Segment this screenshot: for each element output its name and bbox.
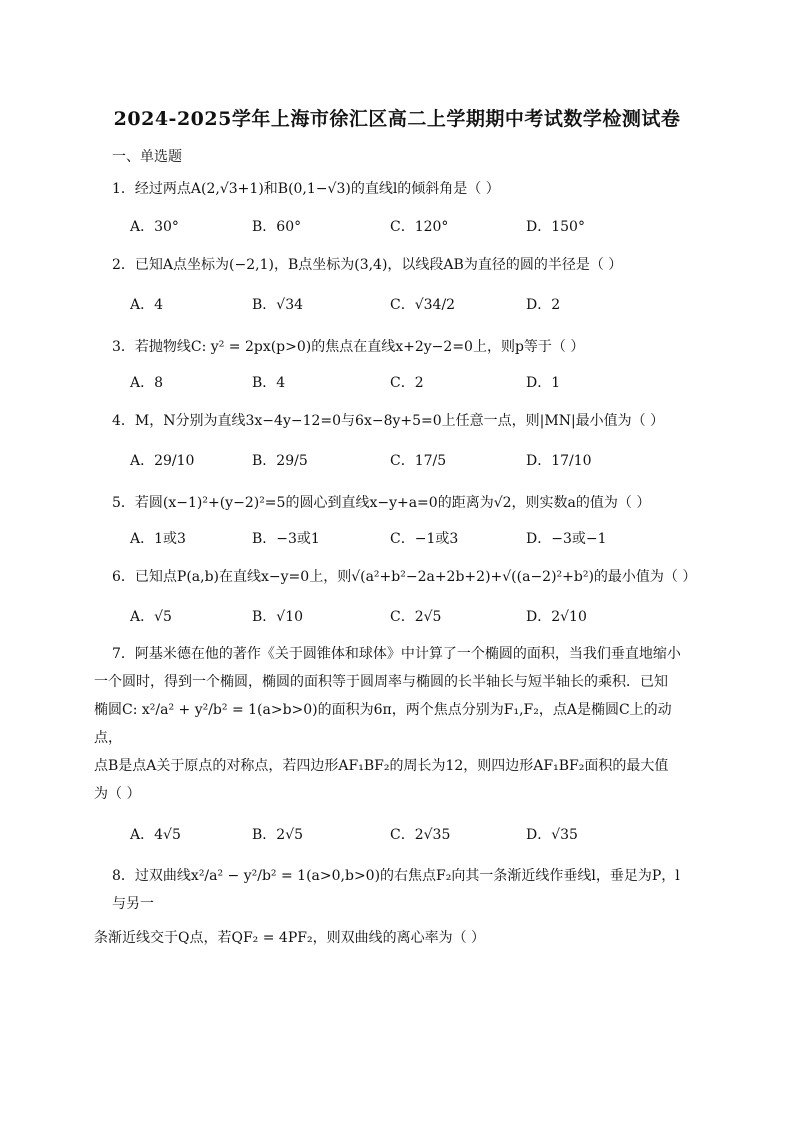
question-text: 若圆(x−1)²+(y−2)²=5的圆心到直线x−y+a=0的距离为√2，则实数a的值为（ ）	[134, 495, 651, 511]
question-number: 6．	[112, 569, 135, 585]
question-line: 一个圆时，得到一个椭圆，椭圆的面积等于圆周率与椭圆的长半轴长与短半轴长的乘积．已知	[94, 674, 668, 690]
option-a: A．4√5	[130, 827, 181, 843]
question-5	[112, 492, 650, 512]
question-text: 已知点P(a,b)在直线x−y=0上，则√(a²+b²−2a+2b+2)+√((a−2)²+b²)的最小值为（ ）	[134, 569, 697, 585]
question-line: 为（ ）	[94, 786, 141, 802]
question-text: M，N分别为直线3x−4y−12=0与6x−8y+5=0上任意一点，则|MN|最小值为（ ）	[134, 413, 665, 429]
option-b: B．29/5	[252, 453, 308, 469]
question-text: 若抛物线C: y² = 2px(p>0)的焦点在直线x+2y−2=0上，则p等于（ ）	[134, 339, 585, 355]
option-d: D．2	[526, 297, 561, 313]
question-line: 过双曲线x²/a² − y²/b² = 1(a>0,b>0)的右焦点F₂向其一条渐近线作垂线l，垂足为P，l与另一	[112, 868, 680, 912]
question-line: 条渐近线交于Q点，若QF₂ = 4PF₂，则双曲线的离心率为（ ）	[94, 930, 486, 946]
option-a: A．8	[130, 375, 164, 391]
option-c: C．2√35	[390, 827, 451, 843]
question-number: 7．	[112, 646, 135, 662]
option-c: C．√34/2	[390, 297, 456, 313]
question-1	[112, 178, 500, 198]
question-7	[94, 640, 684, 808]
question-line: 椭圆C: x²/a² + y²/b² = 1(a>b>0)的面积为6π，两个焦点分别为F₁,F₂，点A是椭圆C上的动点，	[94, 702, 672, 746]
question-line: 点B是点A关于原点的对称点，若四边形AF₁BF₂的周长为12，则四边形AF₁BF₂面积的最大值	[94, 758, 669, 774]
question-number: 5．	[112, 495, 135, 511]
question-number: 3．	[112, 339, 135, 355]
option-a: A．√5	[130, 609, 172, 625]
question-8	[94, 862, 684, 952]
option-a: A．4	[130, 297, 164, 313]
option-d: D．−3或−1	[526, 531, 607, 547]
question-number: 8．	[112, 868, 135, 884]
option-d: D．1	[526, 375, 561, 391]
option-a: A．1或3	[130, 531, 186, 547]
option-b: B．−3或1	[252, 531, 320, 547]
option-c: C．−1或3	[390, 531, 459, 547]
option-d: D．√35	[526, 827, 578, 843]
question-line: 阿基米德在他的著作《关于圆锥体和球体》中计算了一个椭圆的面积，当我们垂直地缩小	[134, 646, 681, 662]
question-number: 1．	[112, 181, 135, 197]
question-text: 经过两点A(2,√3+1)和B(0,1−√3)的直线l的倾斜角是（ ）	[134, 181, 500, 197]
document-title: 2024-2025学年上海市徐汇区高二上学期期中考试数学检测试卷	[113, 108, 681, 130]
option-b: B．2√5	[252, 827, 304, 843]
option-b: B．60°	[252, 219, 302, 235]
option-b: B．4	[252, 375, 286, 391]
option-c: C．2√5	[390, 609, 442, 625]
question-number: 4．	[112, 413, 135, 429]
question-2	[112, 254, 622, 274]
option-c: C．17/5	[390, 453, 447, 469]
section-heading: 一、单选题	[112, 149, 182, 165]
question-number: 2．	[112, 257, 135, 273]
option-c: C．2	[390, 375, 424, 391]
question-3	[112, 336, 584, 356]
question-4	[112, 410, 664, 430]
option-a: A．29/10	[130, 453, 195, 469]
question-text: 已知A点坐标为(−2,1)，B点坐标为(3,4)，以线段AB为直径的圆的半径是（ ）	[134, 257, 623, 273]
option-d: D．17/10	[526, 453, 592, 469]
option-b: B．√34	[252, 297, 304, 313]
option-a: A．30°	[130, 219, 179, 235]
question-6	[112, 566, 696, 586]
option-d: D．150°	[526, 219, 585, 235]
option-b: B．√10	[252, 609, 304, 625]
option-c: C．120°	[390, 219, 449, 235]
option-d: D．2√10	[526, 609, 587, 625]
